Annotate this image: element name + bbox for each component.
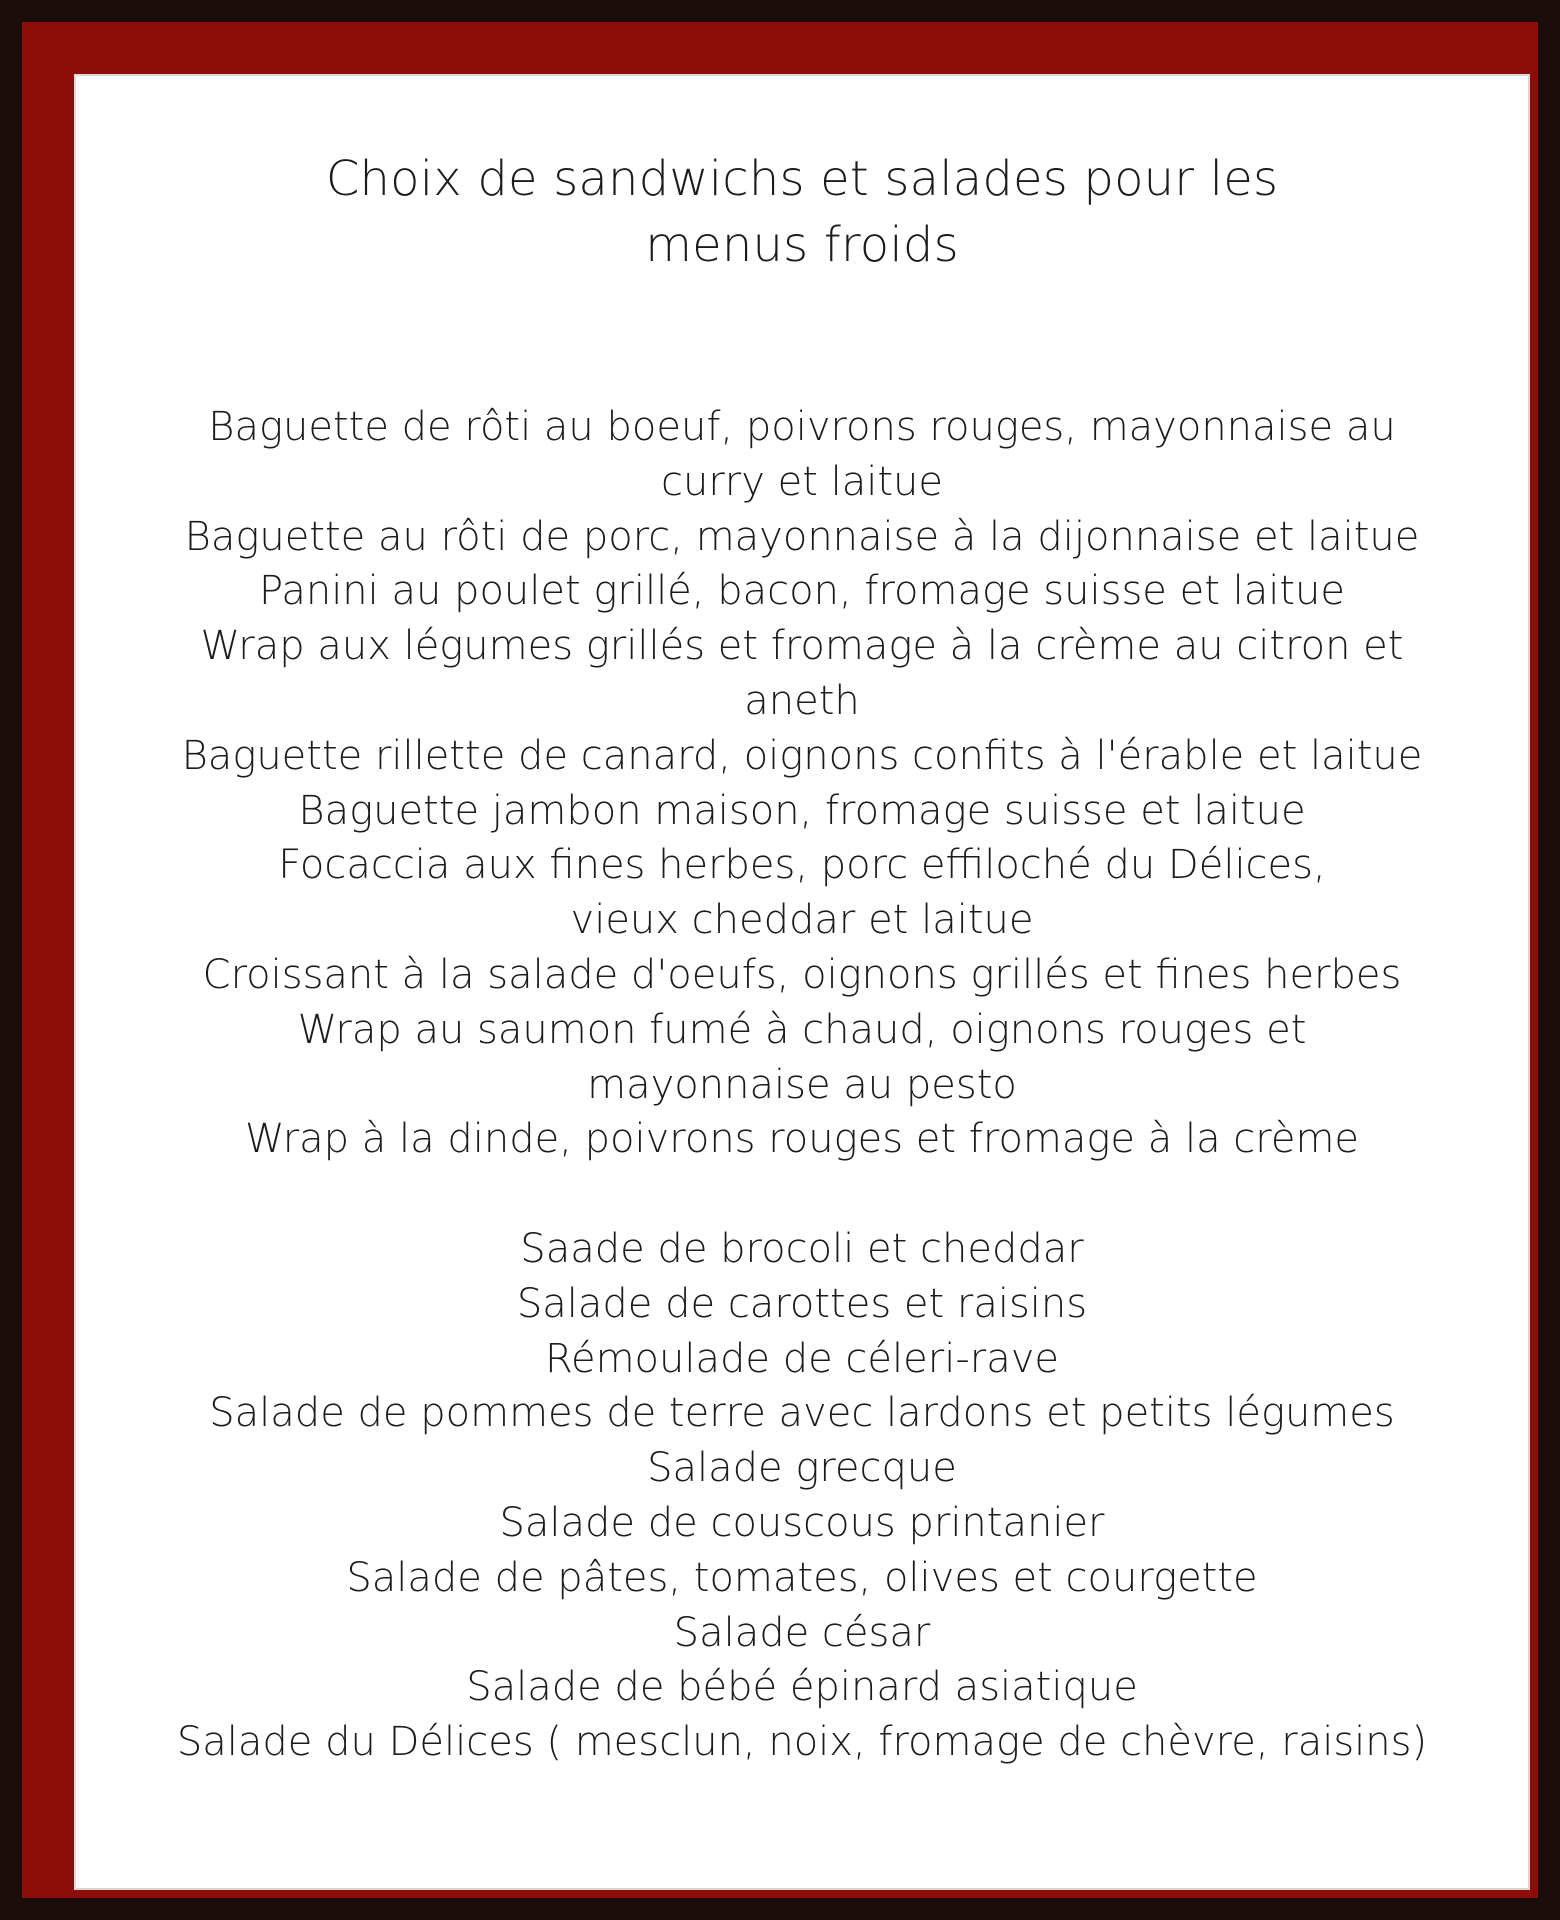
list-item: Saade de brocoli et cheddar [520,1226,1084,1272]
list-item: Salade de pâtes, tomates, olives et courgette [346,1554,1258,1601]
list-item: Salade de carottes et raisins [516,1280,1088,1327]
list-item: Panini au poulet grillé, bacon, fromage suisse et laitue [259,568,1345,615]
list-item: Baguette jambon maison, fromage suisse et laitue [298,787,1306,834]
list-item: Wrap à la dinde, poivrons rouges et fromage à la crème [244,1116,1360,1163]
list-item: Salade césar [673,1609,931,1656]
page-title: Choix de sandwichs et salades pour les menus froids [325,151,1279,273]
list-item: Rémoulade de céleri-rave [544,1335,1059,1382]
salad-list [142,1222,1462,1770]
list-item: Salade grecque [647,1445,957,1492]
list-item: Salade de bébé épinard asiatique [466,1664,1138,1711]
list-item: Baguette au rôti de porc, mayonnaise à la dijonnaise et laitue [184,513,1420,560]
list-item: Salade de couscous printanier [499,1499,1105,1546]
list-item: Baguette de rôti au boeuf, poivrons rouges, mayonnaise au curry et laitue [208,404,1396,505]
list-item: Focaccia aux fines herbes, porc effiloché du Délices, vieux cheddar et laitue [278,842,1326,944]
list-item: Baguette rillette de canard, oignons confits à l'érable et laitue [181,732,1423,779]
page-frame [22,22,1538,1898]
list-item: Wrap aux légumes grillés et fromage à la crème au citron et aneth [200,623,1404,724]
list-item: Wrap au saumon fumé à chaud, oignons rouges et mayonnaise au pesto [297,1006,1307,1108]
sandwich-list [142,400,1462,1167]
list-item: Salade du Délices ( mesclun, noix, fromage de chèvre, raisins) [176,1719,1428,1766]
list-item: Salade de pommes de terre avec lardons et petits légumes [209,1390,1395,1437]
menu-page [82,82,1522,1882]
list-item: Croissant à la salade d'oeufs, oignons grillés et fines herbes [202,951,1402,998]
